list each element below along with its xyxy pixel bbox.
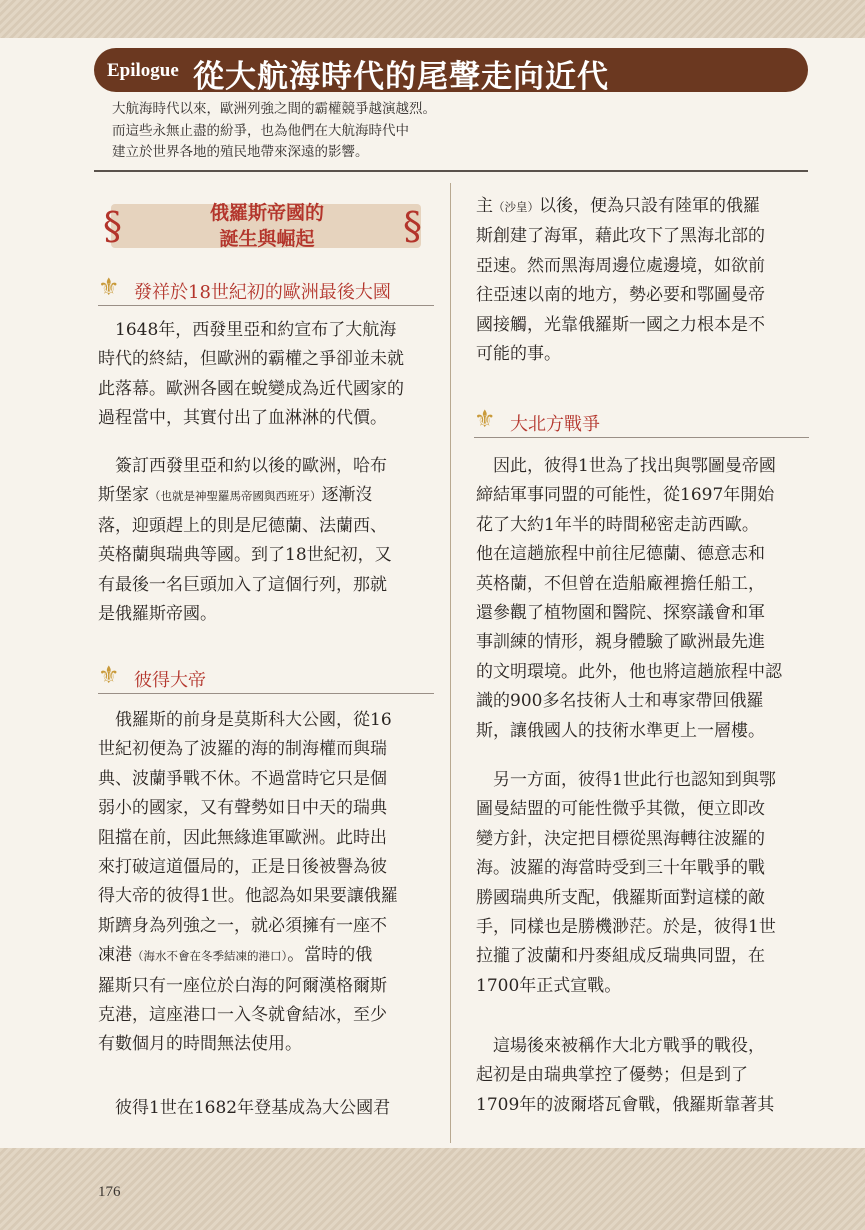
text-span: 主: [476, 196, 493, 216]
text-line: 締結軍事同盟的可能性，從1697年開始: [476, 485, 775, 506]
top-decorative-band: [0, 0, 865, 38]
text-line: 典、波蘭爭戰不休。不過當時它只是個: [98, 768, 387, 789]
subheading-origin: [98, 272, 434, 306]
subheading-rule: [98, 305, 434, 306]
subheading-peter: [98, 660, 434, 694]
text-line: 的文明環境。此外，他也將這趟旅程中認: [476, 661, 782, 682]
text-line: 往亞速以南的地方，勢必要和鄂圖曼帝: [476, 285, 765, 306]
intro-line: 大航海時代以來，歐洲列強之間的霸權競爭越演越烈。: [112, 101, 436, 117]
text-line: 這場後來被稱作大北方戰爭的戰役，: [476, 1036, 765, 1056]
text-span: 凍港: [98, 945, 132, 966]
fleur-de-lis-icon: ⚜: [474, 405, 496, 433]
paragraph: [98, 452, 392, 629]
text-line: 此落幕。歐洲各國在蛻變成為近代國家的: [98, 378, 404, 399]
page-title: 從大航海時代的尾聲走向近代: [193, 59, 609, 95]
text-line: 因此，彼得1世為了找出與鄂圖曼帝國: [476, 456, 776, 476]
text-line: 國接觸，光靠俄羅斯一國之力根本是不: [476, 314, 765, 335]
text-line: 1700年正式宣戰。: [476, 975, 622, 996]
text-line: [98, 941, 398, 971]
subheading-text: 發祥於18世紀初的歐洲最後大國: [134, 282, 391, 303]
text-line: 變方針，決定把目標從黑海轉往波羅的: [476, 828, 765, 849]
intro-line: 而這些永無止盡的紛爭，也為他們在大航海時代中: [112, 122, 409, 139]
bottom-decorative-band: [0, 1148, 865, 1230]
left-swirl-ornament: §: [103, 204, 122, 248]
text-line: 手，同樣也是勝機渺茫。於是，彼得1世: [476, 917, 776, 938]
text-line: 英格蘭，不但曾在造船廠裡擔任船工，: [476, 573, 765, 594]
text-line: 圖曼結盟的可能性微乎其微，便立即改: [476, 799, 765, 820]
text-line: 有數個月的時間無法使用。: [98, 1034, 302, 1055]
text-line: 識的900多名技術人士和專家帶回俄羅: [476, 691, 764, 712]
paragraph: [476, 192, 765, 369]
paragraph: [98, 706, 398, 1060]
annotation-note: （海水不會在冬季結凍的港口）: [132, 949, 288, 964]
text-line: 1648年，西發里亞和約宣布了大航海: [98, 320, 397, 340]
paragraph: [476, 452, 782, 746]
section-title-line: 俄羅斯帝國的: [209, 202, 324, 224]
paragraph: [476, 766, 776, 1001]
text-line: 落，迎頭趕上的則是尼德蘭、法蘭西、: [98, 515, 387, 536]
text-line: 來打破這道僵局的，正是日後被譽為彼: [98, 857, 387, 878]
text-line: 事訓練的情形，親身體驗了歐洲最先進: [476, 632, 765, 653]
subheading-rule: [474, 437, 809, 438]
text-line: 彼得1世在1682年登基成為大公國君: [98, 1098, 391, 1118]
text-line: 得大帝的彼得1世。他認為如果要讓俄羅: [98, 886, 398, 907]
text-line: 起初是由瑞典掌控了優勢；但是到了: [476, 1065, 748, 1086]
fleur-de-lis-icon: ⚜: [98, 273, 120, 301]
text-line: 另一方面，彼得1世此行也認知到與鄂: [476, 770, 776, 790]
text-line: 是俄羅斯帝國。: [98, 604, 217, 625]
text-line: 時代的終結，但歐洲的霸權之爭卻並未就: [98, 349, 404, 370]
text-line: 弱小的國家，又有聲勢如日中天的瑞典: [98, 798, 387, 819]
text-line: 他在這趟旅程中前往尼德蘭、德意志和: [476, 544, 765, 565]
page-number: 176: [98, 1184, 121, 1200]
text-line: 拉攏了波蘭和丹麥組成反瑞典同盟，在: [476, 946, 765, 967]
text-line: 阻擋在前，因此無緣進軍歐洲。此時出: [98, 827, 387, 848]
subheading-text: 大北方戰爭: [510, 414, 600, 435]
subheading-rule: [98, 693, 434, 694]
text-line: [98, 481, 392, 511]
subheading-text: 彼得大帝: [134, 670, 206, 691]
column-divider: [450, 183, 451, 1143]
text-line: 斯，讓俄國人的技術水準更上一層樓。: [476, 720, 765, 741]
text-span: 。當時的俄: [287, 945, 373, 966]
text-line: 亞速。然而黑海周邊位處邊境，如欲前: [476, 255, 765, 276]
header-rule: [94, 170, 808, 172]
paragraph: [98, 1094, 390, 1123]
text-span: 以後，便為只設有陸軍的俄羅: [539, 196, 760, 216]
text-line: 英格蘭與瑞典等國。到了18世紀初，又: [98, 545, 392, 566]
text-line: 勝國瑞典所支配，俄羅斯面對這樣的敵: [476, 887, 765, 908]
annotation-note: （沙皇）: [493, 200, 539, 214]
subheading-great-northern-war: [474, 404, 809, 438]
section-title-line: 誕生與崛起: [219, 228, 315, 250]
text-span: 斯堡家: [98, 485, 149, 506]
text-line: 過程當中，其實付出了血淋淋的代價。: [98, 408, 387, 429]
text-line: 克港，這座港口一入冬就會結冰，至少: [98, 1005, 387, 1026]
text-line: 花了大約1年半的時間秘密走訪西歐。: [476, 514, 759, 535]
text-line: 簽訂西發里亞和約以後的歐洲，哈布: [98, 456, 387, 476]
text-line: 斯躋身為列強之一，就必須擁有一座不: [98, 915, 387, 936]
right-swirl-ornament: §: [403, 204, 422, 248]
text-line: [476, 192, 765, 222]
text-line: 羅斯只有一座位於白海的阿爾漢格爾斯: [98, 975, 387, 996]
epilogue-label: Epilogue: [107, 60, 179, 81]
text-span: 逐漸沒: [321, 485, 373, 506]
text-line: 世紀初便為了波羅的海的制海權而與瑞: [98, 739, 387, 760]
text-line: 1709年的波爾塔瓦會戰，俄羅斯靠著其: [476, 1094, 775, 1115]
section-banner: [97, 196, 435, 256]
text-line: 俄羅斯的前身是莫斯科大公國，從16: [98, 710, 392, 730]
intro-text: [112, 99, 672, 164]
text-line: 可能的事。: [476, 344, 561, 365]
section-title: [187, 200, 347, 252]
annotation-note: （也就是神聖羅馬帝國與西班牙）: [149, 489, 322, 504]
text-line: 有最後一名巨頭加入了這個行列，那就: [98, 574, 387, 595]
intro-line: 建立於世界各地的殖民地帶來深遠的影響。: [112, 144, 369, 160]
text-line: 海。波羅的海當時受到三十年戰爭的戰: [476, 858, 765, 879]
text-line: 斯創建了海軍，藉此攻下了黑海北部的: [476, 226, 765, 247]
paragraph: [98, 316, 404, 434]
fleur-de-lis-icon: ⚜: [98, 661, 120, 689]
paragraph: [476, 1032, 774, 1120]
text-line: 還參觀了植物園和醫院、探察議會和軍: [476, 603, 765, 624]
